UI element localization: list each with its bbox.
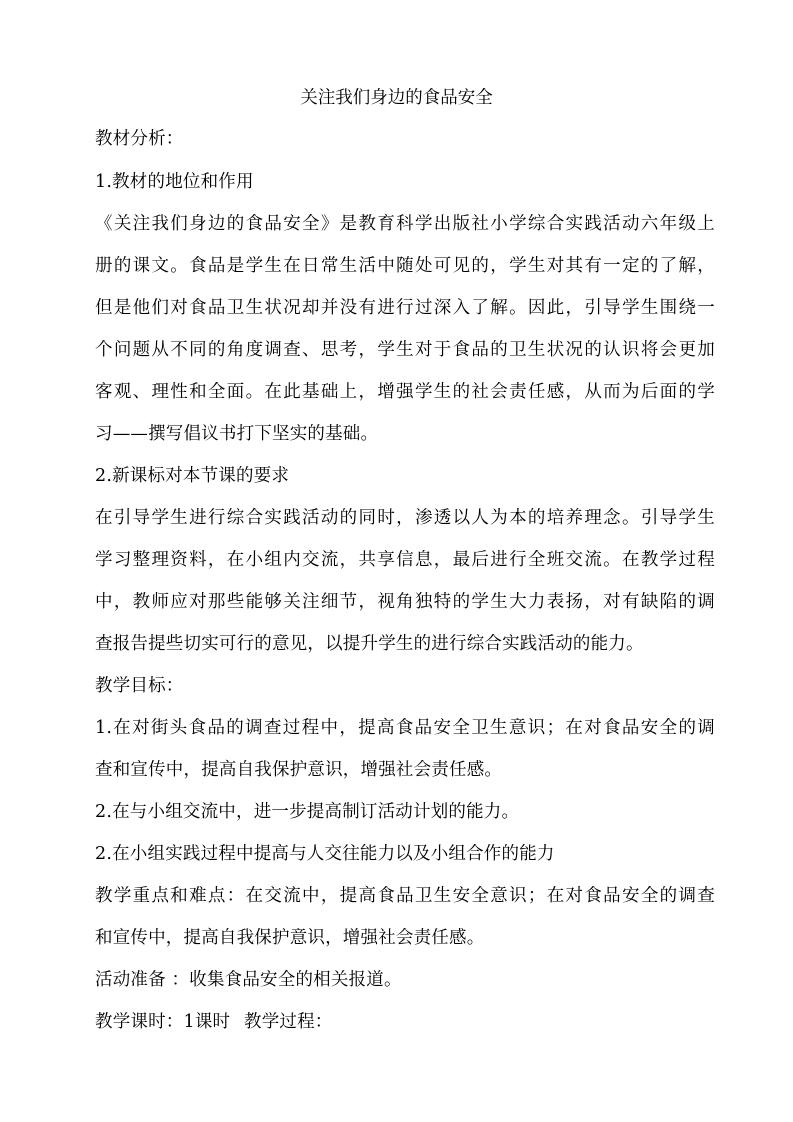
activity-preparation-line: 活动准备 ：收集食品安全的相关报道。 <box>95 970 402 990</box>
paragraph-line: 《关注我们身边的食品安全》是教育科学出版社小学综合实践活动六年级上 <box>95 214 715 234</box>
objective-line: 查和宣传中，提高自我保护意识，增强社会责任感。 <box>95 760 503 780</box>
paragraph-line: 习——撰写倡议书打下坚实的基础。 <box>95 424 379 444</box>
subheading-curriculum-requirements: 2.新课标对本节课的要求 <box>95 466 290 486</box>
paragraph-line: 中，教师应对那些能够关注细节，视角独特的学生大力表扬，对有缺陷的调 <box>95 592 715 612</box>
objective-line: 2.在与小组交流中，进一步提高制订活动计划的能力。 <box>95 802 520 822</box>
paragraph-line: 查报告提些切实可行的意见，以提升学生的进行综合实践活动的能力。 <box>95 634 644 654</box>
key-points-line: 和宣传中，提高自我保护意识，增强社会责任感。 <box>95 928 485 948</box>
paragraph-line: 在引导学生进行综合实践活动的同时，渗透以人为本的培养理念。引导学生 <box>95 508 715 528</box>
paragraph-line: 个问题从不同的角度调查、思考，学生对于食品的卫生状况的认识将会更加 <box>95 340 715 360</box>
paragraph-line: 册的课文。食品是学生在日常生活中随处可见的，学生对其有一定的了解， <box>95 256 715 276</box>
subheading-position-role: 1.教材的地位和作用 <box>95 172 254 192</box>
paragraph-line: 学习整理资料，在小组内交流，共享信息，最后进行全班交流。在教学过程 <box>95 550 715 570</box>
paragraph-line: 但是他们对食品卫生状况却并没有进行过深入了解。因此，引导学生围绕一 <box>95 298 715 318</box>
objective-line: 1.在对街头食品的调查过程中，提高食品安全卫生意识；在对食品安全的调 <box>95 718 715 738</box>
key-points-line: 教学重点和难点：在交流中，提高食品卫生安全意识；在对食品安全的调查 <box>95 886 715 906</box>
section-heading-textbook-analysis: 教材分析： <box>95 129 184 149</box>
section-heading-teaching-objectives: 教学目标： <box>95 676 184 696</box>
paragraph-line: 客观、理性和全面。在此基础上，增强学生的社会责任感，从而为后面的学 <box>95 382 715 402</box>
objective-line: 2.在小组实践过程中提高与人交往能力以及小组合作的能力 <box>95 844 555 864</box>
class-hours-line: 教学课时：1课时 教学过程： <box>95 1012 333 1032</box>
document-title: 关注我们身边的食品安全 <box>300 88 493 108</box>
